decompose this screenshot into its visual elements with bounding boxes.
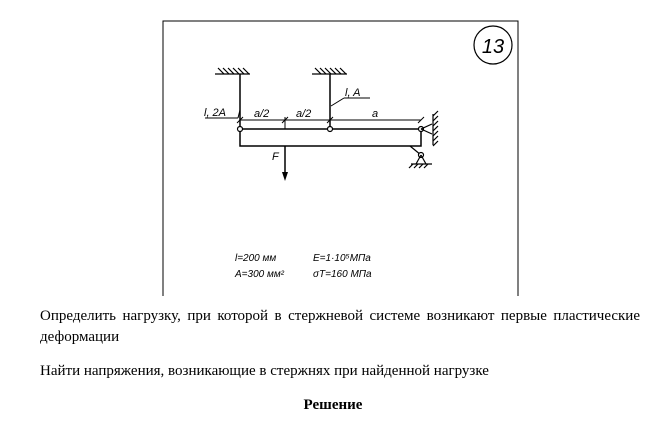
rod-middle-leader — [331, 98, 344, 106]
param-modulus: E=1·10⁵МПа — [313, 253, 371, 264]
dim-half-a-left: a/2 — [254, 108, 270, 120]
param-yield-stress: σT=160 МПа — [313, 269, 372, 280]
top-support-middle — [312, 68, 347, 74]
rod-middle-label: l, A — [345, 87, 361, 99]
solution-heading: Решение — [303, 397, 363, 413]
force-label: F — [272, 151, 279, 163]
force-arrowhead — [282, 172, 288, 181]
dim-a: a — [372, 108, 379, 120]
rod-left-label: l, 2A — [204, 107, 227, 119]
task-statement-1: Определить нагрузку, при которой в стержневой системе возникают первые пластические деформации — [40, 308, 640, 345]
top-support-left — [215, 68, 250, 74]
dim-half-a-right: a/2 — [296, 108, 312, 120]
problem-number: 13 — [481, 36, 505, 58]
hinge-middle — [328, 127, 333, 132]
hinge-left — [238, 127, 243, 132]
param-area: A=300 мм² — [235, 269, 285, 280]
param-length: l=200 мм — [235, 253, 277, 264]
task-statement-2: Найти напряжения, возникающие в стержнях при найденной нагрузке — [40, 363, 489, 379]
